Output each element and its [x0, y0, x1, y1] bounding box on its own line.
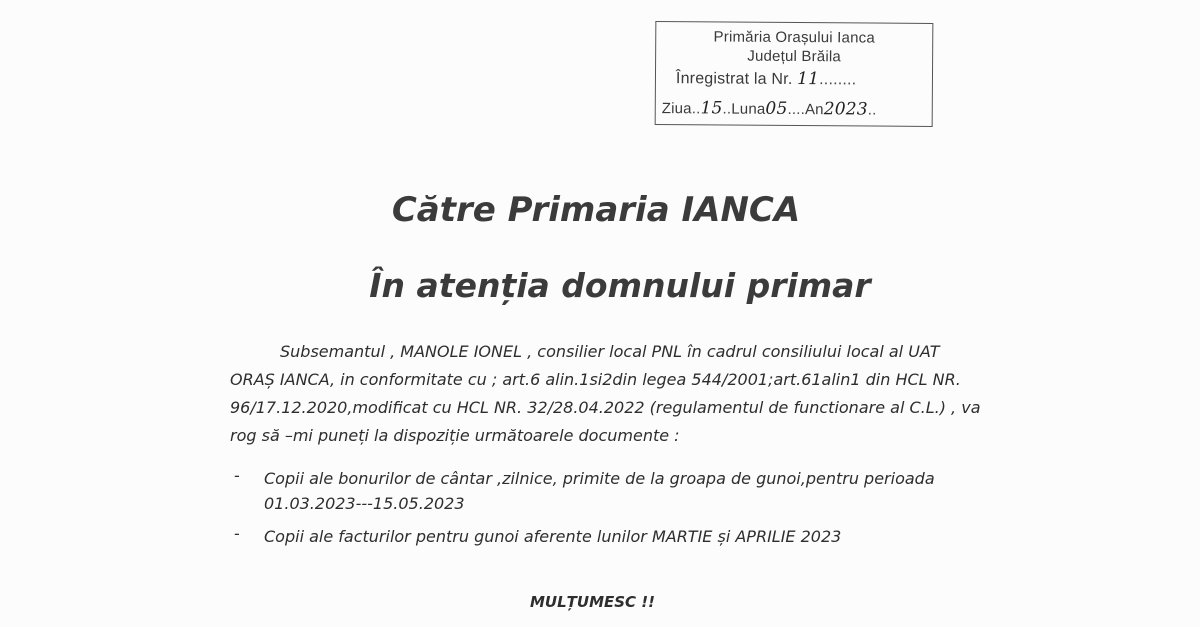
registration-stamp	[655, 21, 934, 127]
paragraph-line: ORAȘ IANCA, in conformitate cu ; art.6 alin.1si2din legea 544/2001;art.61alin1 din HCL NR.	[230, 370, 961, 389]
closing-thanks: MULȚUMESC !!	[530, 593, 655, 611]
stamp-date-line: Ziua..15..Luna05....An2023..	[661, 98, 877, 120]
request-paragraph	[230, 338, 992, 450]
requested-documents-list	[234, 466, 994, 557]
stamp-month-label: Luna	[731, 100, 766, 118]
stamp-year-value: 2023	[823, 99, 868, 120]
list-item-line: 01.03.2023---15.05.2023	[264, 494, 465, 513]
stamp-year-label: An	[804, 101, 824, 119]
paragraph-line: 96/17.12.2020,modificat cu HCL NR. 32/28.04.2022 (regulamentul de functionare al C.L.) , va	[230, 398, 981, 417]
list-item	[234, 524, 994, 549]
list-item-line: Copii ale facturilor pentru gunoi aferente lunilor MARTIE și APRILIE 2023	[264, 527, 842, 546]
attention-heading: În atenția domnului primar	[369, 266, 871, 305]
list-bullet: -	[234, 466, 240, 485]
paragraph-line: rog să –mi puneți la dispoziție următoarele documente :	[230, 426, 680, 445]
list-item-line: Copii ale bonurilor de cântar ,zilnice, primite de la groapa de gunoi,pentru perioada	[264, 469, 935, 488]
stamp-registered-label: Înregistrat la Nr.	[675, 70, 793, 88]
stamp-county: Județul Brăila	[747, 47, 842, 66]
paragraph-line: Subsemantul , MANOLE IONEL , consilier local PNL în cadrul consiliului local al UAT	[280, 342, 940, 361]
stamp-month-value: 05	[765, 98, 788, 119]
stamp-day-value: 15	[700, 98, 723, 119]
stamp-registration-line: Înregistrat la Nr. 11........	[675, 69, 857, 90]
stamp-day-label: Ziua	[661, 100, 692, 118]
list-item	[234, 466, 994, 516]
stamp-registered-number: 11	[797, 69, 820, 90]
list-bullet: -	[234, 524, 240, 543]
stamp-institution: Primăria Orașului Ianca	[713, 28, 875, 47]
recipient-heading: Către Primaria IANCA	[391, 190, 801, 230]
